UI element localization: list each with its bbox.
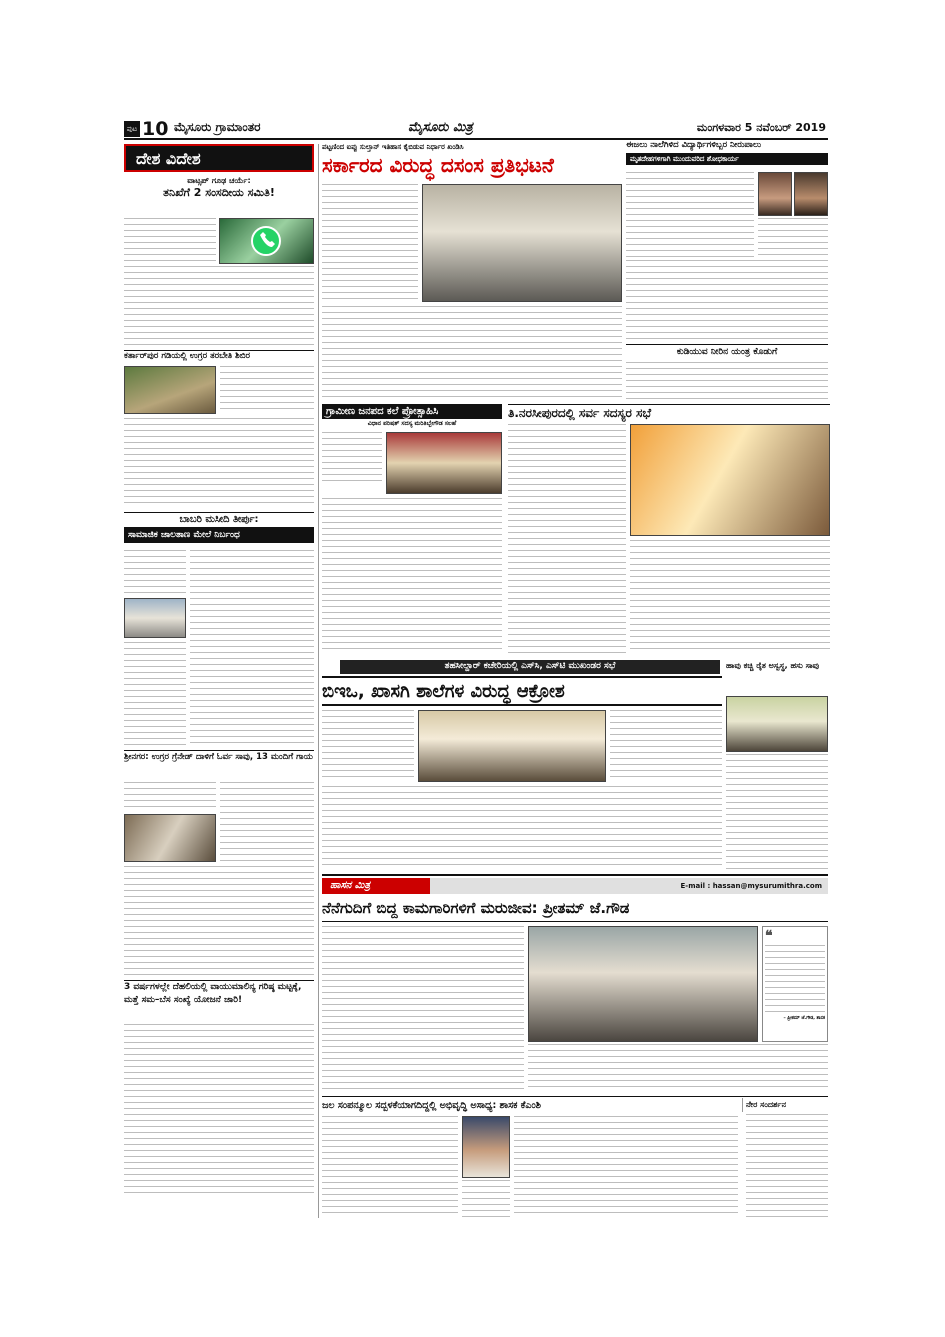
story-bar: ಮೃತದೇಹಗಳಿಗಾಗಿ ಮುಂದುವರಿದ ಶೋಧಕಾರ್ಯ xyxy=(626,153,828,165)
story-headline: ಶ್ರೀನಗರ: ಉಗ್ರರ ಗ್ರೆನೇಡ್ ದಾಳಿಗೆ ಓರ್ವ ಸಾವು, 13 ಮಂದಿಗೆ ಗಾಯ xyxy=(124,752,313,762)
drowning-story-head xyxy=(626,140,828,168)
protest-story-head xyxy=(322,142,622,182)
story-headline: ನೆನೆಗುದಿಗೆ ಬಿದ್ದ ಕಾಮಗಾರಿಗಳಿಗೆ ಮರುಜೀವ: ಪ್ರೀತಮ್ ಜೆ.ಗೌಡ xyxy=(322,899,630,917)
story-kicker: ವಾಟ್ಸಪ್ ಗೂಢ ಚರ್ಯೆ: xyxy=(187,176,251,185)
story-body-text xyxy=(124,866,314,976)
issue-date: ಮಂಗಳವಾರ 5 ನವೆಂಬರ್ 2019 xyxy=(696,121,826,134)
story-body-text xyxy=(726,754,828,870)
story-body-text xyxy=(626,260,828,342)
story-headline: ಬಿಇಒ, ಖಾಸಗಿ ಶಾಲೆಗಳ ವಿರುದ್ಧ ಆಕ್ರೋಶ xyxy=(322,681,565,702)
story-body-text xyxy=(322,498,502,654)
story-headline: ಈಜಲು ನಾಲೆಗಿಳಿದ ವಿದ್ಯಾರ್ಥಿಗಳಿಬ್ಬರ ನೀರುಪಾಲು xyxy=(626,140,762,150)
story-body-text xyxy=(124,642,186,746)
story-headline: ನೇರ ಸಂದರ್ಶನ xyxy=(746,1100,787,1109)
story-body-text xyxy=(124,550,186,596)
story-body-text xyxy=(124,218,216,262)
victim-photo-1 xyxy=(758,172,792,216)
mla-pressmeet-photo xyxy=(528,926,758,1042)
story-body-text xyxy=(322,1116,458,1218)
story-body-text xyxy=(322,184,418,302)
mla-portrait-photo xyxy=(462,1116,510,1178)
quote-text xyxy=(765,945,825,1015)
story-body-text xyxy=(220,366,314,414)
meeting-banner: ತಹಸೀಲ್ದಾರ್ ಕಚೇರಿಯಲ್ಲಿ ಎಸ್‌ಸಿ, ಎಸ್‌ಟಿ ಮುಖಂಡರ ಸಭೆ xyxy=(340,660,720,674)
story-body-text xyxy=(124,782,216,812)
whatsapp-story-head xyxy=(124,176,314,216)
story-body-text xyxy=(124,418,314,508)
story-kicker: ಪಟ್ಟಣಿಂದ ಐಪ್ಪು ಸುಲ್ತಾನ್ ಇತಿಹಾಸ ಕೈಬಿಡುವ ನಿರ್ಧಾರ ಖಂಡಿಸಿ xyxy=(322,143,464,151)
story-kicker: ಬಾಬರಿ ಮಸೀದಿ ತೀರ್ಪು: xyxy=(179,514,259,525)
story-body-text xyxy=(758,218,828,258)
story-body-text xyxy=(322,786,722,870)
delhi-pollution-head xyxy=(124,980,314,1022)
story-body-text xyxy=(514,1116,738,1218)
beo-story-head xyxy=(322,676,722,706)
desha-videsha-banner xyxy=(124,144,314,172)
folk-art-story-head xyxy=(322,404,502,430)
story-body-text xyxy=(610,710,722,782)
story-body-text xyxy=(626,362,828,400)
story-body-text xyxy=(630,540,830,654)
masthead-logo: ಮೈಸೂರು ಮಿತ್ರ xyxy=(408,120,473,135)
border-camp-photo xyxy=(124,366,216,414)
hassan-mitra-banner: ಹಾಸನ ಮಿತ್ರ xyxy=(322,878,430,894)
story-headline: ಹಾವು ಕಚ್ಚಿ ರೈತ ಅಸ್ವಸ್ಥ, ಹಸು ಸಾವು xyxy=(726,661,820,670)
water-resource-story-head xyxy=(322,1098,738,1114)
story-body-text xyxy=(124,1024,314,1196)
quote-mark-icon: ❝ xyxy=(765,928,773,944)
tnarasipura-head-row xyxy=(508,404,830,422)
story-body-text xyxy=(746,1114,828,1218)
quote-box xyxy=(762,926,828,1042)
story-headline: ಕರ್ತಾರ್‌ಪುರ ಗಡಿಯಲ್ಲಿ ಉಗ್ರರ ತರಬೇತಿ ಶಿಬಿರ xyxy=(124,351,251,361)
story-body-text xyxy=(190,550,314,746)
whatsapp-photo xyxy=(219,218,314,264)
snakebite-story-head xyxy=(726,660,828,694)
story-headline: ತನಿಖೆಗೆ 2 ಸಂಸದೀಯ ಸಮಿತಿ! xyxy=(163,186,275,199)
story-headline: ಕುಡಿಯುವ ನೀರಿನ ಯಂತ್ರ ಕೊಡುಗೆ xyxy=(676,347,778,357)
story-headline: ಜಲ ಸಂಪನ್ಮೂಲ ಸದ್ಬಳಕೆಯಾಗದಿದ್ದಲ್ಲಿ ಅಭಿವೃದ್ಧಿ ಅಸಾಧ್ಯ: ಶಾಸಕ ಕೆಎಂಶಿ xyxy=(322,1100,541,1111)
meeting-photo xyxy=(418,710,606,782)
grenade-attack-photo xyxy=(124,814,216,862)
protest-photo xyxy=(422,184,622,302)
hassan-email: E-mail : hassan@mysurumithra.com xyxy=(680,882,822,890)
meeting-photo xyxy=(630,424,830,536)
page-label: ಪುಟ xyxy=(124,121,140,137)
story-body-text xyxy=(322,710,414,782)
newspaper-page xyxy=(124,118,828,1220)
story-body-text xyxy=(322,432,382,482)
story-body-text xyxy=(322,306,622,400)
story-body-text xyxy=(508,424,626,534)
story-body-text xyxy=(322,926,524,1092)
story-headline: ಗ್ರಾಮೀಣ ಜನಪದ ಕಲೆ ಪ್ರೋತ್ಸಾಹಿಸಿ xyxy=(322,405,502,419)
banner-title: ದೇಶ ವಿದೇಶ xyxy=(136,149,201,168)
page-number: 10 xyxy=(142,118,169,140)
story-body-text xyxy=(462,1180,510,1218)
supreme-court-photo xyxy=(124,598,186,638)
story-headline: ಸರ್ಕಾರದ ವಿರುದ್ಧ ದಸಂಸ ಪ್ರತಿಭಟನೆ xyxy=(322,153,554,177)
babri-story-head xyxy=(124,512,314,546)
folk-art-event-photo xyxy=(386,432,502,494)
direct-interview-head xyxy=(742,1098,828,1112)
story-body-text xyxy=(220,782,314,862)
section-rule xyxy=(322,874,828,876)
story-body-text xyxy=(508,538,626,654)
cow-photo xyxy=(726,696,828,752)
story-body-text xyxy=(124,266,314,346)
story-headline: 3 ವರ್ಷಗಳಲ್ಲೇ ದೆಹಲಿಯಲ್ಲಿ ವಾಯುಮಾಲಿನ್ಯ ಗರಿಷ್ಠ ಮಟ್ಟಕ್ಕೆ, ಮತ್ತೆ ಸಮ–ಬೆಸ ಸಂಖ್ಯೆ ಯೋಜನೆ ಜಾರಿ! xyxy=(124,982,302,1005)
water-machine-story-head xyxy=(626,344,828,360)
page-header xyxy=(124,118,828,140)
section-title: ಮೈಸೂರು ಗ್ರಾಮಾಂತರ xyxy=(174,120,261,134)
hassan-mitra-header xyxy=(322,878,828,894)
victim-photo-2 xyxy=(794,172,828,216)
story-headline: ತಿ.ನರಸೀಪುರದಲ್ಲಿ ಸರ್ವ ಸದಸ್ಯರ ಸಭೆ xyxy=(508,406,652,420)
section-rule xyxy=(322,1096,828,1097)
column-divider xyxy=(318,144,319,1218)
page-number-box xyxy=(124,119,170,139)
story-body-text xyxy=(626,172,754,258)
story-body-text xyxy=(528,1044,828,1092)
hassan-story-head xyxy=(322,896,828,922)
story-subhead: ವಿಧಾನ ಪರಿಷತ್ ಸದಸ್ಯ ಮರಿತಿಬ್ಬೇಗೌಡ ಸಲಹೆ xyxy=(367,420,457,427)
srinagar-story-head xyxy=(124,750,314,780)
story-headline: ಸಾಮಾಜಿಕ ಜಾಲತಾಣ ಮೇಲೆ ನಿರ್ಬಂಧ xyxy=(124,527,314,543)
kartarpur-story-head xyxy=(124,350,314,364)
whatsapp-logo-icon xyxy=(220,219,313,263)
quote-attribution: – ಪ್ರೀತಮ್ ಜೆ.ಗೌಡ, ಶಾಸಕ xyxy=(783,1016,825,1021)
